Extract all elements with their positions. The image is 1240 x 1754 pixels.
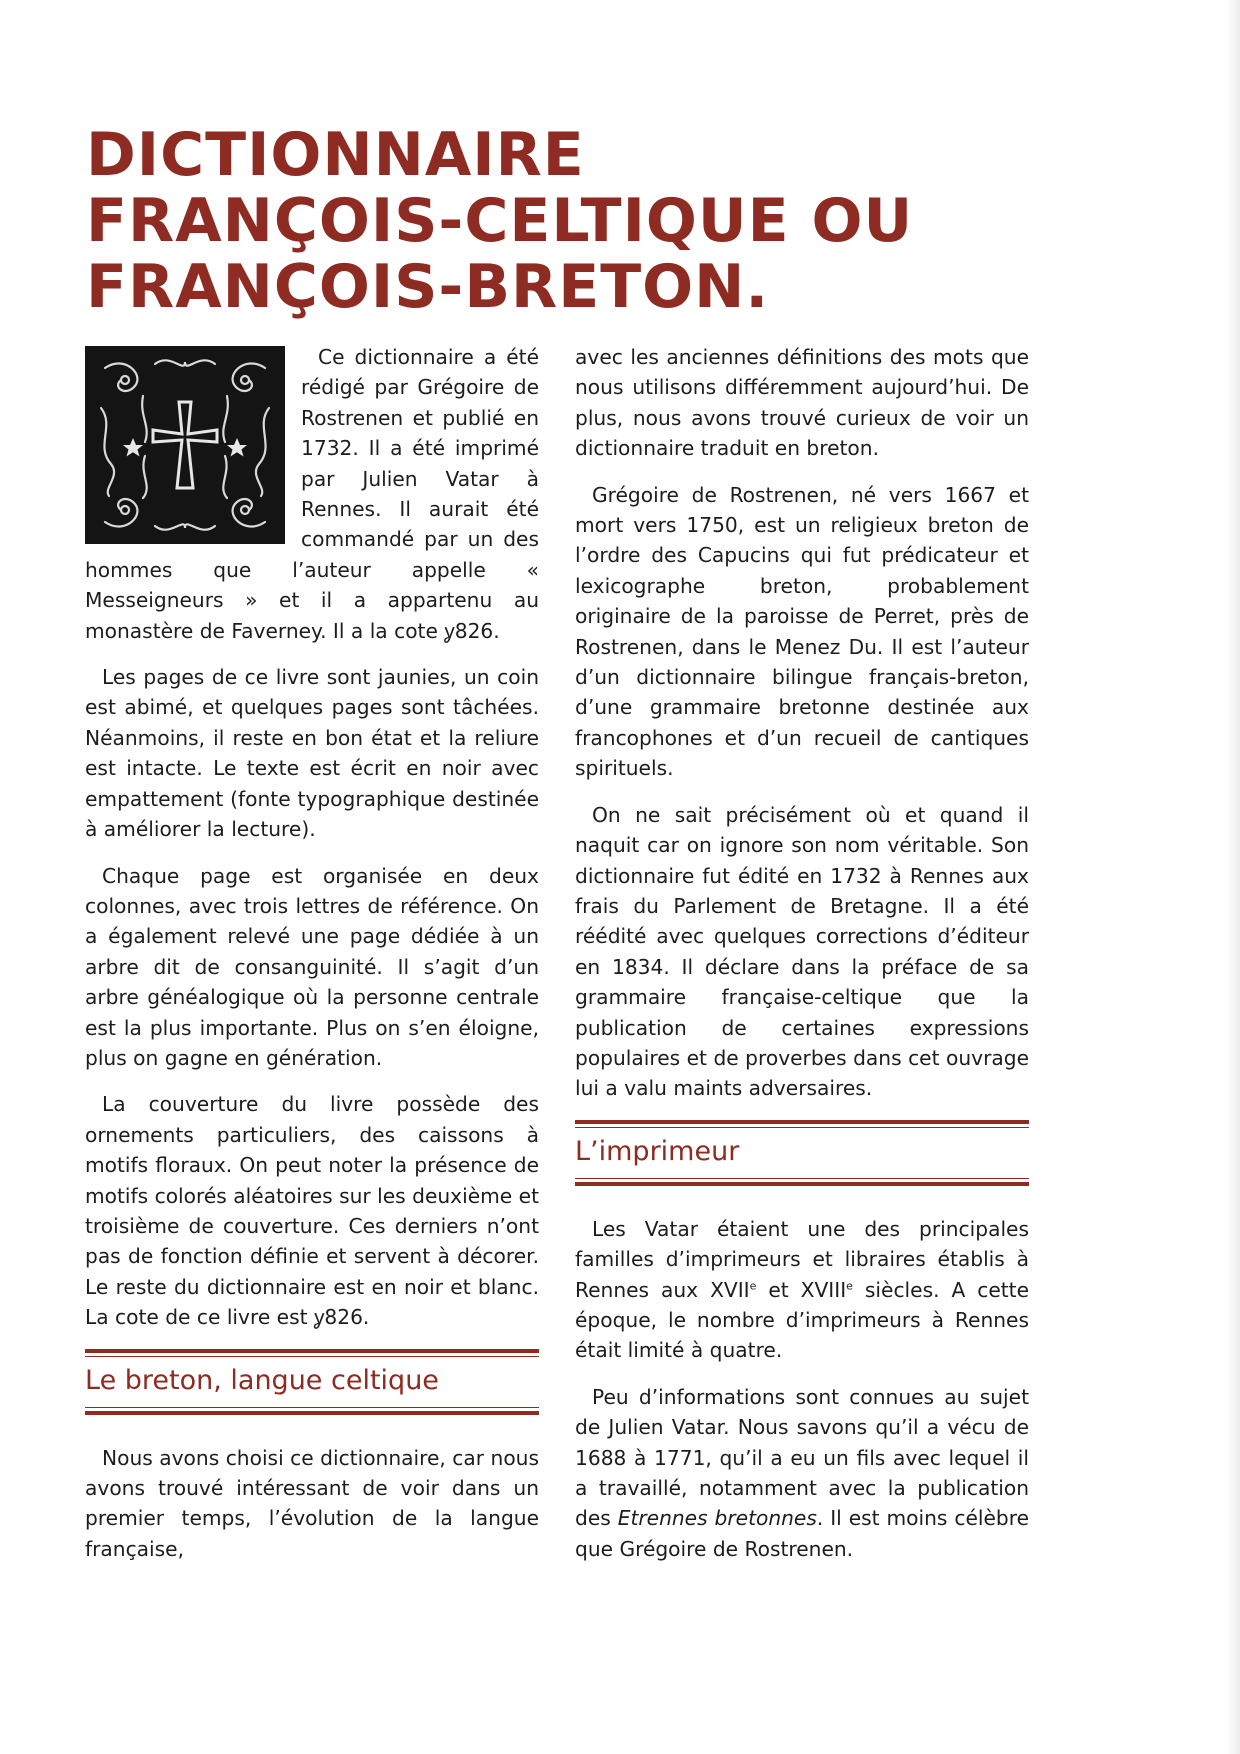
title-line-1: DICTIONNAIRE [86, 120, 585, 190]
page-title [86, 122, 1086, 320]
section-heading-imprimeur [575, 1120, 1029, 1186]
rule-divider [85, 1411, 539, 1415]
text-run: Peu d’informations sont connues au sujet de Julien Vatar. Nous savons qu’il a vécu de 1688 à 1771, qu’il a eu un fils avec lequel il a travaillé, notamment avec la publication des [575, 1384, 1029, 1531]
left-column [85, 342, 539, 1580]
book-title: Etrennes bretonnes [617, 1506, 817, 1531]
text-run: et XVIII [756, 1277, 847, 1302]
rule-divider [575, 1182, 1029, 1186]
superscript: e [846, 1278, 853, 1292]
text-run: Les Vatar étaient une des principales familles d’imprimeurs et libraires établis à Rennes aux XVII [575, 1216, 1029, 1302]
page-edge [1226, 0, 1240, 1754]
condition-paragraph: Les pages de ce livre sont jaunies, un coin est abimé, et quelques pages sont tâchées. Néanmoins, il reste en bon état et la reliure est intacte. Le texte est écrit en noir avec empattement (fonte typographique destinée à améliorer la lecture). [85, 665, 539, 842]
rule-divider [575, 1127, 1029, 1128]
choice-paragraph-continued: avec les anciennes définitions des mots que nous utilisons différemment aujourd’hui. De plus, nous avons trouvé curieux de voir un dictionnaire traduit en breton. [575, 345, 1029, 461]
vatar-family-paragraph [575, 1214, 1029, 1366]
author-paragraph: Grégoire de Rostrenen, né vers 1667 et mort vers 1750, est un religieux breton de l’ordre des Capucins qui fut prédicateur et lexicographe breton, probablement originaire de la paroisse de Perret, près de Rostrenen, dans le Menez Du. Il est l’auteur d’un dictionnaire bilingue français-breton, d’une grammaire bretonne destinée aux francophones et d’un recueil de cantiques spirituels. [575, 482, 1029, 781]
section-title-breton: Le breton, langue celtique [85, 1364, 439, 1396]
rule-divider [575, 1178, 1029, 1179]
julien-vatar-paragraph [575, 1382, 1029, 1564]
rule-divider [85, 1407, 539, 1408]
choice-paragraph: Nous avons choisi ce dictionnaire, car nous avons trouvé intéressant de voir dans un premier temps, l’évolution de la langue française, [85, 1445, 539, 1561]
title-line-2: FRANÇOIS-CELTIQUE OU [86, 186, 914, 256]
section-title-imprimeur: L’imprimeur [575, 1135, 740, 1167]
intro-paragraph: Ce dictionnaire a été rédigé par Grégoire de Rostrenen et publié en 1732. Il a été imprimé par Julien Vatar à Rennes. Il aurait été commandé par un des hommes que l’auteur appelle « Messeigneurs » et il a appartenu au monastère de Faverney. Il a la cote ỿ826. [85, 345, 539, 643]
superscript: e [749, 1278, 757, 1292]
text-run: . Il est moins célèbre que Grégoire de Rostrenen. [575, 1506, 1030, 1561]
woodcut-cross-icon [85, 346, 285, 544]
section-heading-breton [85, 1349, 539, 1415]
right-column [575, 342, 1029, 1580]
history-paragraph: On ne sait précisément où et quand il naquit car on ignore son nom véritable. Son dictionnaire fut édité en 1732 à Rennes aux frais du Parlement de Bretagne. Il a été réédité avec quelques corrections d’éditeur en 1834. Il déclare dans la préface de sa grammaire française-celtique que la publication de certaines expressions populaires et de proverbes dans cet ouvrage lui a valu maints adversaires. [575, 802, 1029, 1101]
layout-paragraph: Chaque page est organisée en deux colonnes, avec trois lettres de référence. On a également relevé une page dédiée à un arbre dit de consanguinité. Il s’agit d’un arbre généalogique où la personne centrale est la plus importante. Plus on s’en éloigne, plus on gagne en génération. [85, 863, 539, 1070]
text-run: siècles. A cette époque, le nombre d’imprimeurs à Rennes était limité à quatre. [575, 1277, 1030, 1363]
cover-paragraph: La couverture du livre possède des ornements particuliers, des caissons à motifs floraux. On peut noter la présence de motifs colorés aléatoires sur les deuxième et troisième de couverture. Ces derniers n’ont pas de fonction définie et servent à décorer. Le reste du dictionnaire est en noir et blanc. La cote de ce livre est ỿ826. [85, 1092, 539, 1330]
rule-divider [575, 1120, 1029, 1124]
rule-divider [85, 1356, 539, 1357]
rule-divider [85, 1349, 539, 1353]
title-line-3: FRANÇOIS-BRETON. [86, 252, 770, 322]
